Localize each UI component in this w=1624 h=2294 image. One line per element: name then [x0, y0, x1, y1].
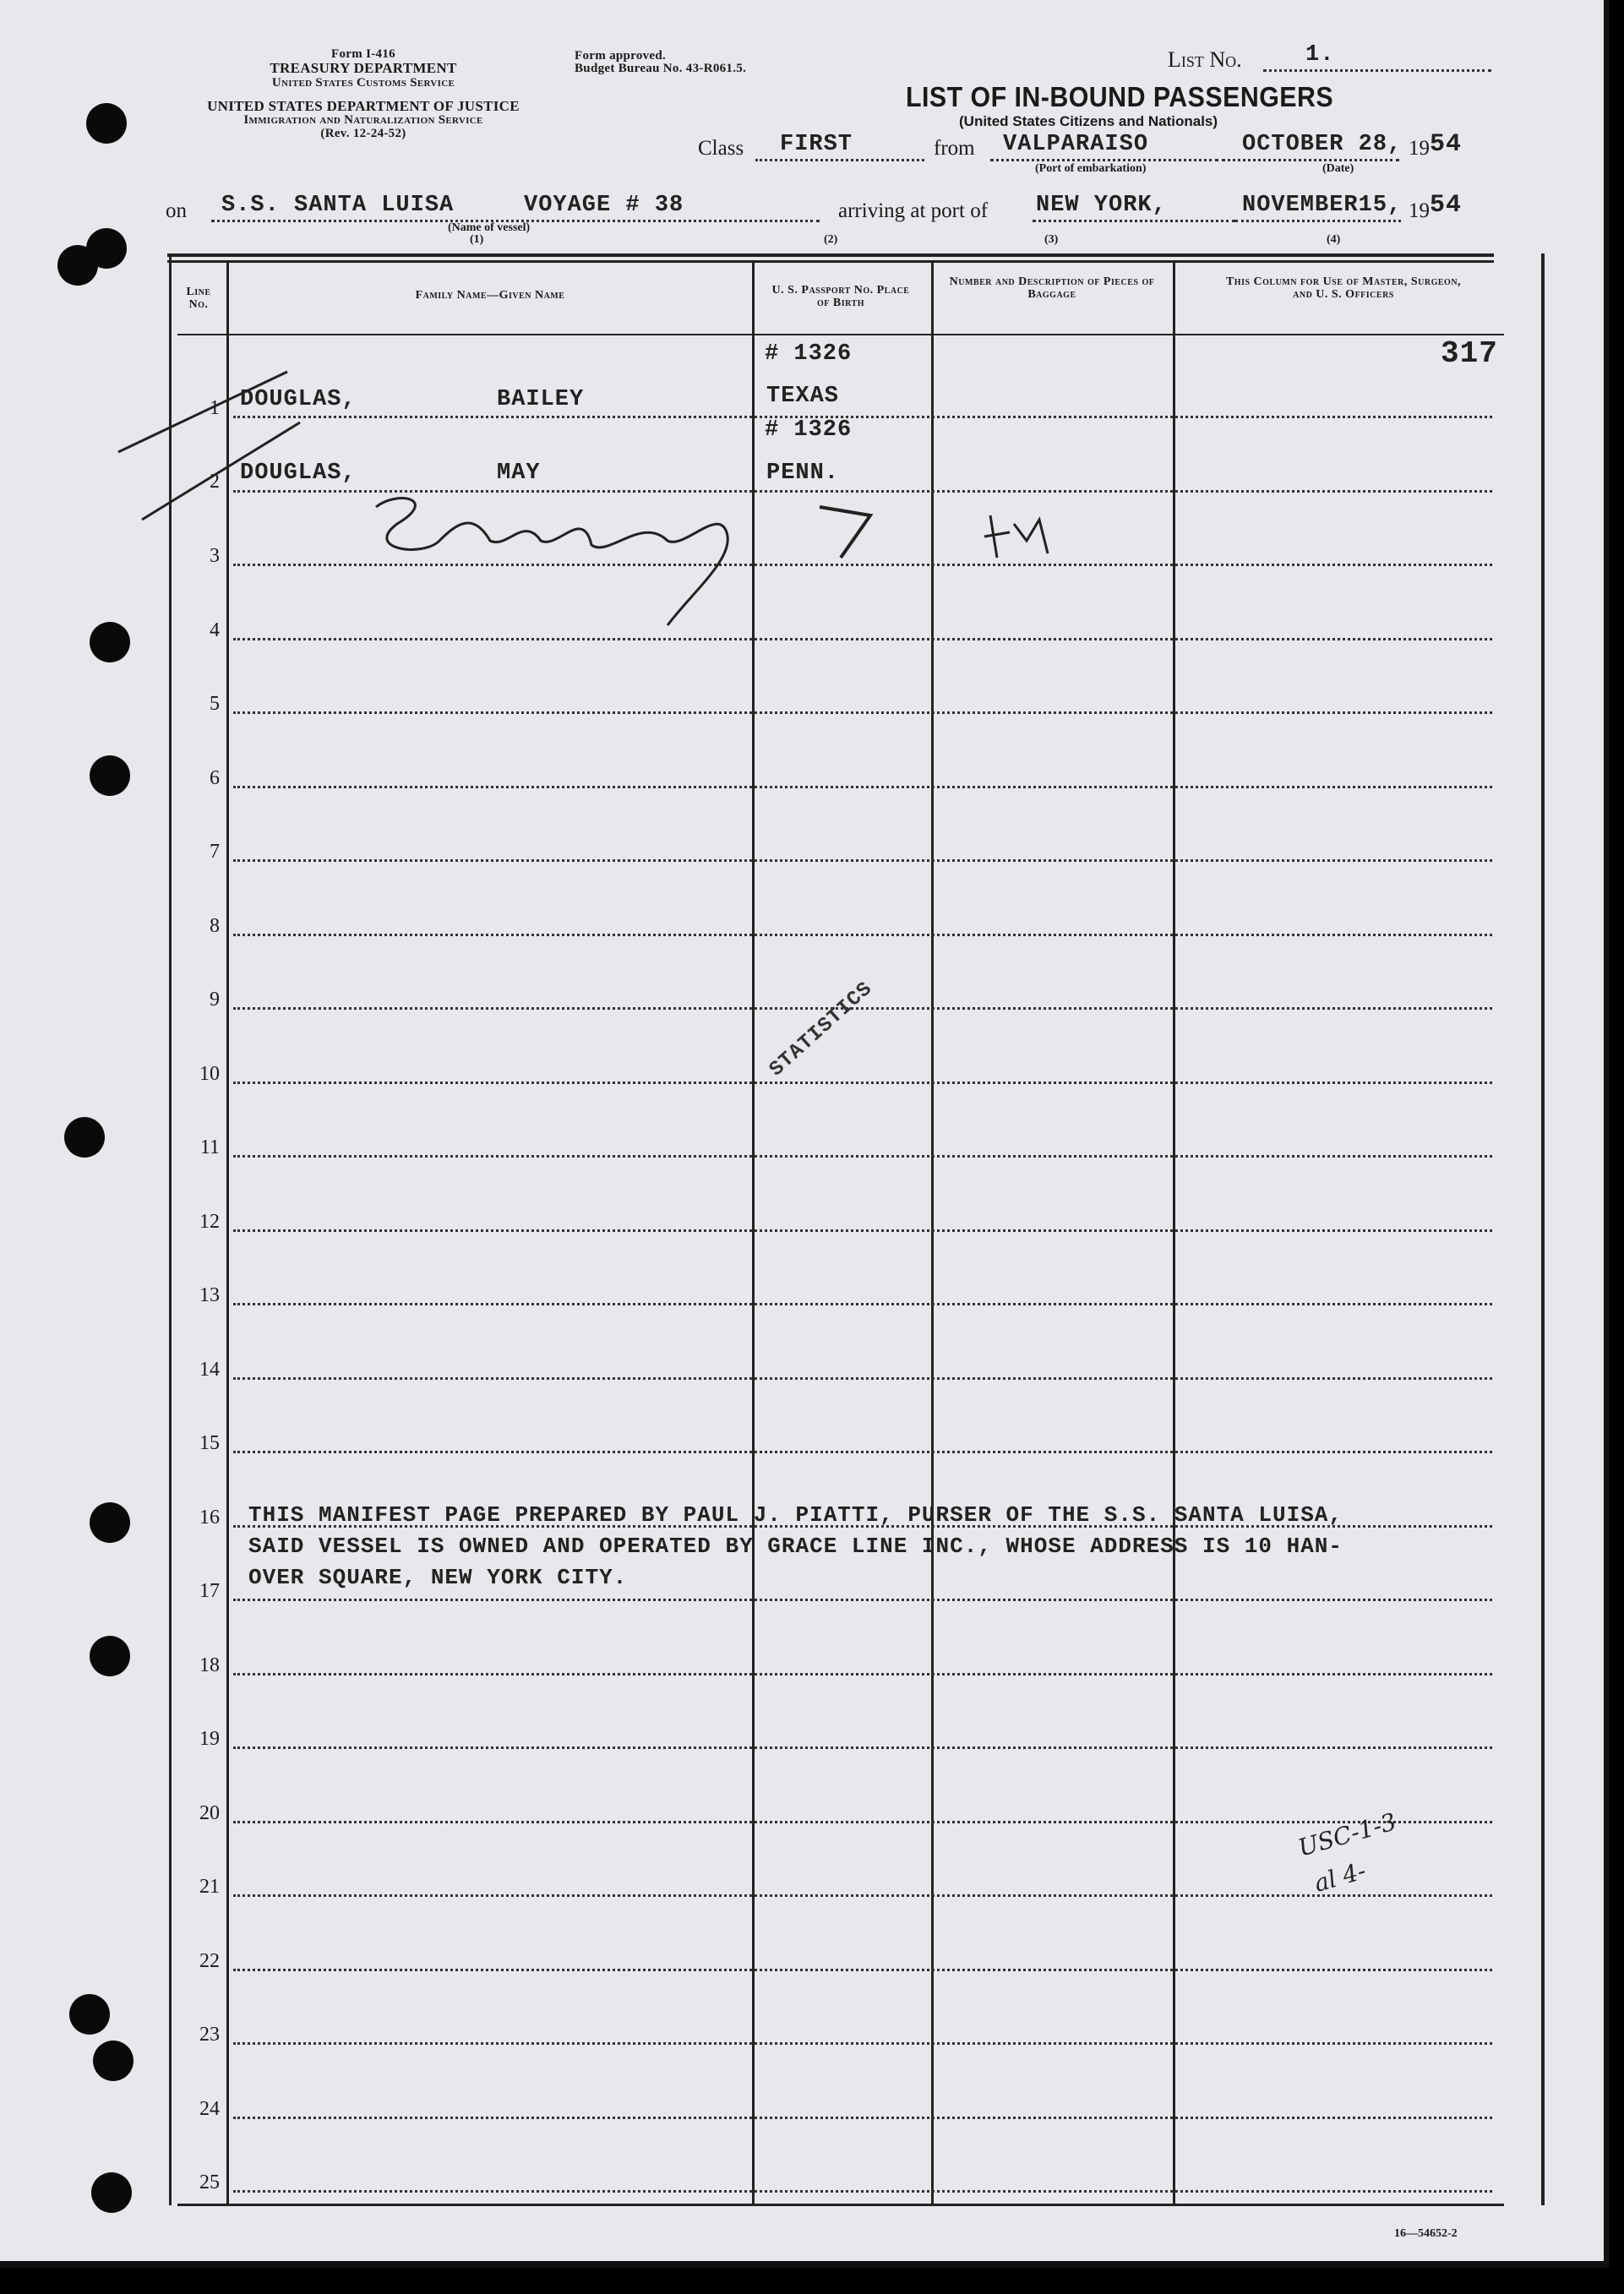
row-number: 21 [199, 1876, 220, 1898]
row-number: 8 [210, 915, 220, 937]
list-no-line [1263, 69, 1491, 72]
class-line [755, 159, 924, 161]
row-number: 19 [199, 1728, 220, 1750]
punch-hole [69, 1994, 110, 2035]
header-underline [177, 334, 1504, 335]
arrival-prefix: 19 [1409, 199, 1430, 222]
row-number: 18 [199, 1654, 220, 1676]
treasury-dept: TREASURY DEPARTMENT [270, 60, 457, 76]
punch-hole [57, 245, 98, 286]
birth-place: PENN. [766, 460, 840, 486]
justice-dept: UNITED STATES DEPARTMENT OF JUSTICE [207, 98, 520, 114]
from-value: VALPARAISO [1003, 132, 1149, 157]
revision: (Rev. 12-24-52) [320, 127, 406, 140]
row-number: 2 [210, 471, 220, 493]
punch-hole [64, 1117, 105, 1158]
given-name: BAILEY [497, 387, 585, 412]
statement-line: THIS MANIFEST PAGE PREPARED BY PAUL J. PIATTI, PURSER OF THE S.S. SANTA LUISA, [248, 1502, 1343, 1528]
arrival-line [1235, 220, 1401, 222]
row-number: 15 [199, 1432, 220, 1454]
row-number: 20 [199, 1802, 220, 1824]
table-right-border [1541, 253, 1545, 2205]
birth-place: TEXAS [766, 384, 840, 409]
form-approved: Form approved. [575, 49, 667, 63]
table-bottom-border [177, 2204, 1504, 2206]
row-dotted-line [233, 1969, 1492, 1971]
port-value: NEW YORK, [1036, 193, 1167, 218]
row-dotted-line [233, 2117, 1492, 2119]
row-number: 12 [199, 1211, 220, 1233]
class-label: Class [698, 137, 744, 160]
date-line [1222, 159, 1399, 161]
table-left-border [169, 253, 172, 2205]
customs-service: United States Customs Service [271, 76, 455, 90]
col-divider-passport [931, 262, 934, 2205]
page-title: LIST OF IN-BOUND PASSENGERS [906, 81, 1334, 112]
row-dotted-line [233, 786, 1492, 788]
form-number: Form I-416 [331, 47, 395, 61]
punch-hole [86, 103, 127, 144]
row-number: 13 [199, 1284, 220, 1306]
row-dotted-line [233, 1229, 1492, 1232]
handwritten-code-2: al 4- [1311, 1856, 1370, 1898]
passport-number: # 1326 [765, 341, 853, 367]
row-number: 16 [199, 1507, 220, 1528]
from-line [990, 159, 1218, 161]
family-name: DOUGLAS, [240, 387, 357, 412]
row-dotted-line [233, 1155, 1492, 1158]
port-embark-caption: (Port of embarkation) [1035, 162, 1147, 175]
row-dotted-line [233, 1082, 1492, 1084]
row-dotted-line [233, 859, 1492, 862]
on-label: on [166, 199, 187, 222]
row-number: 5 [210, 693, 220, 715]
row-number: 9 [210, 989, 220, 1011]
list-no-label: List No. [1168, 47, 1242, 72]
officer-note: 317 [1441, 336, 1498, 371]
col-divider-name [752, 262, 755, 2205]
col-header-passport: U. S. Passport No. Place of Birth [771, 284, 910, 309]
row-dotted-line [233, 490, 1492, 493]
row-dotted-line [233, 2042, 1492, 2045]
row-dotted-line [233, 934, 1492, 936]
table-top-border [167, 253, 1494, 257]
caption-4: (4) [1327, 233, 1341, 246]
list-no-value: 1. [1305, 42, 1335, 68]
vessel-value: S.S. SANTA LUISA [221, 193, 455, 218]
row-number: 4 [210, 619, 220, 641]
row-number: 22 [199, 1950, 220, 1972]
row-dotted-line [233, 1303, 1492, 1305]
date-value: OCTOBER 28, [1242, 132, 1403, 157]
arriving-label: arriving at port of [838, 199, 989, 222]
arrival-year: 54 [1430, 191, 1463, 220]
row-dotted-line [233, 564, 1492, 566]
row-dotted-line [233, 1821, 1492, 1823]
handwritten-code: USC-1-3 [1294, 1807, 1400, 1862]
punch-hole [90, 622, 130, 662]
punch-hole [90, 755, 130, 796]
statistics-stamp: STATISTICS [765, 977, 878, 1082]
row-number: 17 [199, 1580, 220, 1602]
row-number: 25 [199, 2171, 220, 2193]
date-prefix: 19 [1409, 137, 1430, 160]
budget-bureau: Budget Bureau No. 43-R061.5. [575, 62, 747, 75]
row-number: 10 [199, 1063, 220, 1085]
footer-code: 16—54652-2 [1394, 2227, 1458, 2240]
family-name: DOUGLAS, [240, 460, 357, 486]
row-dotted-line [233, 1599, 1492, 1601]
page-subtitle: (United States Citizens and Nationals) [959, 113, 1218, 129]
ins-service: Immigration and Naturalization Service [243, 113, 483, 127]
row-number: 14 [199, 1359, 220, 1381]
row-dotted-line [233, 711, 1492, 714]
row-number: 23 [199, 2024, 220, 2046]
passport-number: # 1326 [765, 417, 853, 443]
statement-line: OVER SQUARE, NEW YORK CITY. [248, 1565, 628, 1590]
col-header-name: Family Name—Given Name [415, 289, 565, 302]
row-dotted-line [233, 1894, 1492, 1897]
caption-3: (3) [1044, 233, 1059, 246]
punch-hole [91, 2172, 132, 2213]
col-header-baggage: Number and Description of Pieces of Baggage [949, 275, 1155, 301]
vessel-caption: (Name of vessel) [448, 221, 531, 234]
row-number: 24 [199, 2098, 220, 2120]
class-value: FIRST [780, 132, 853, 157]
row-number: 11 [199, 1136, 220, 1158]
row-number: 7 [210, 841, 220, 863]
given-name: MAY [497, 460, 541, 486]
statement-line: SAID VESSEL IS OWNED AND OPERATED BY GRACE LINE INC., WHOSE ADDRESS IS 10 HAN- [248, 1534, 1343, 1559]
row-number: 6 [210, 767, 220, 789]
row-number: 3 [210, 545, 220, 567]
table-top-border-inner [167, 260, 1494, 263]
col-header-line: Line No. [186, 286, 211, 311]
col-divider-line [226, 262, 229, 2205]
voyage-value: VOYAGE # 38 [524, 193, 684, 218]
row-dotted-line [233, 2190, 1492, 2193]
row-dotted-line [233, 416, 1492, 418]
date-caption: (Date) [1322, 162, 1354, 175]
caption-2: (2) [824, 233, 838, 246]
port-line [1033, 220, 1235, 222]
col-header-officers: This Column for Use of Master, Surgeon, and U. S. Officers [1225, 275, 1462, 301]
row-dotted-line [233, 1673, 1492, 1676]
row-dotted-line [233, 1746, 1492, 1749]
punch-hole [93, 2041, 134, 2081]
punch-hole [90, 1502, 130, 1543]
row-dotted-line [233, 1377, 1492, 1380]
col-divider-baggage [1173, 262, 1175, 2205]
from-label: from [934, 137, 975, 160]
punch-hole [90, 1636, 130, 1676]
caption-1: (1) [470, 233, 484, 246]
row-dotted-line [233, 1451, 1492, 1453]
row-number: 1 [210, 397, 220, 419]
date-year: 54 [1430, 130, 1463, 159]
row-dotted-line [233, 638, 1492, 640]
arrival-date: NOVEMBER15, [1242, 193, 1403, 218]
